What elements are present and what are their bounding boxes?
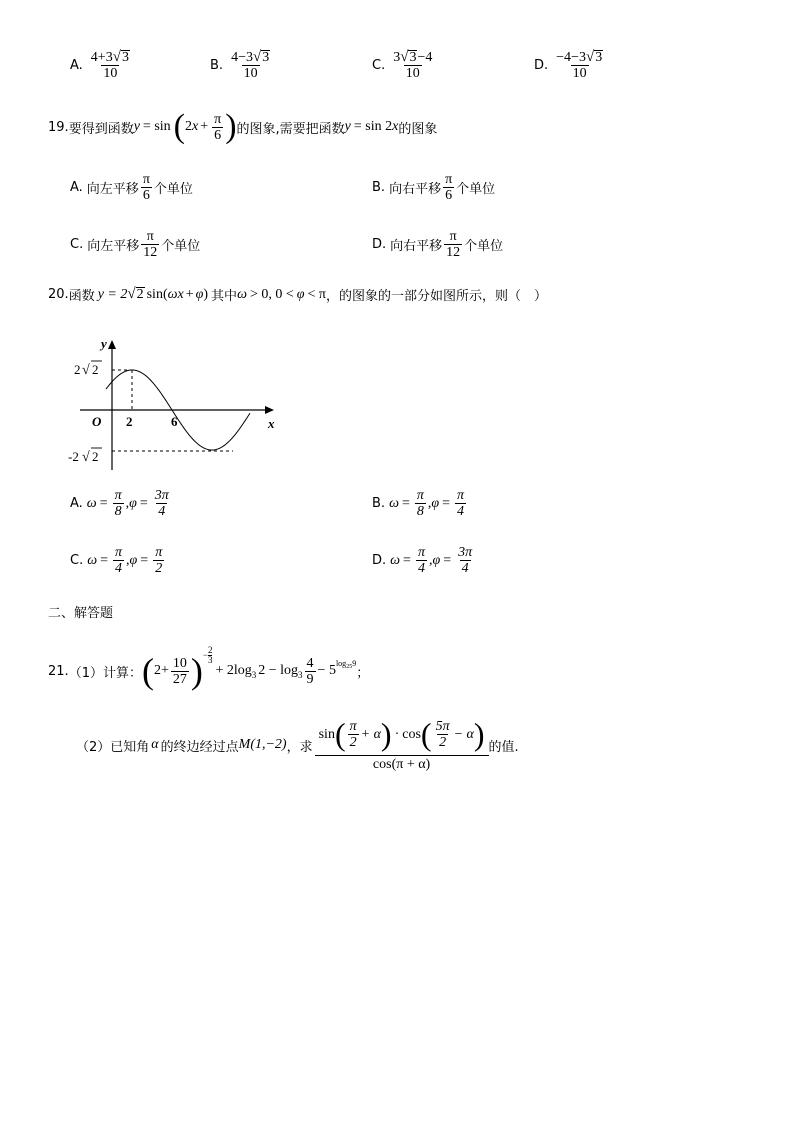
q18-option-c bbox=[372, 50, 436, 81]
stem-text: 的图象,需要把函数 bbox=[236, 121, 345, 137]
fraction: $\frac{4}{9}$ bbox=[306, 655, 314, 687]
q18-option-b bbox=[210, 50, 274, 81]
phi: φ bbox=[296, 286, 305, 302]
var-x: x bbox=[191, 119, 199, 134]
y-bot-coef: -2 bbox=[68, 449, 79, 464]
stem-text: 要得到函数 bbox=[68, 121, 134, 137]
var-x: x bbox=[177, 286, 184, 302]
option-text: 向右平移 bbox=[389, 182, 442, 197]
alpha: α bbox=[151, 737, 159, 752]
fraction: $\frac{\pi}{12}$ bbox=[143, 229, 158, 260]
log-base: 3 bbox=[298, 670, 303, 680]
point: M(1,−2) bbox=[238, 737, 287, 752]
q20-stem bbox=[48, 285, 547, 304]
fraction: −4−3 √ 3 10 bbox=[556, 49, 603, 81]
formula-part: y = 2 bbox=[97, 286, 128, 302]
origin-label: O bbox=[92, 414, 102, 429]
q18-option-d bbox=[534, 50, 607, 81]
stem-text: 的值. bbox=[488, 739, 519, 755]
fraction: $\frac{\pi}{12}$ bbox=[446, 229, 461, 260]
option-text: 向右平移 bbox=[390, 239, 443, 254]
option-label: B. bbox=[372, 180, 386, 195]
omega: ω bbox=[390, 552, 401, 568]
q18-option-a bbox=[70, 50, 134, 81]
phi: φ bbox=[129, 495, 137, 511]
part-label: （1）计算： bbox=[68, 665, 142, 681]
term: 2+ bbox=[153, 663, 169, 678]
sqrt: √ 2 bbox=[127, 286, 144, 302]
tick-label-2: 2 bbox=[126, 414, 133, 429]
stem-text: 其中 bbox=[211, 289, 238, 304]
q19-option-d bbox=[372, 229, 503, 260]
q21-part2 bbox=[76, 716, 519, 774]
exponent: − $\frac{2}{3}$ bbox=[202, 644, 213, 665]
option-label: C. bbox=[70, 553, 84, 568]
log-base: 3 bbox=[251, 670, 257, 680]
plus: + bbox=[200, 119, 209, 134]
fraction: $\frac{3\pi}{4}$ bbox=[154, 488, 169, 519]
fraction: $\frac{\pi}{2}$ bbox=[155, 545, 163, 576]
fraction: $\frac{\pi}{4}$ bbox=[457, 488, 465, 519]
condition: > 0, 0 < bbox=[249, 286, 294, 302]
fraction: $\frac{\pi}{8}$ bbox=[114, 488, 122, 519]
y-label: y bbox=[101, 336, 107, 351]
option-label: D. bbox=[534, 58, 549, 73]
option-label: B. bbox=[372, 496, 386, 511]
q21-part1: 21. （1）计算： ( 2+ $\frac{10}{27}$ ) − $\frac{2}{3}$ + 2log 3 2 − log 3 $\frac{4}{9}$ − 5 $\log_{25}9$ ； bbox=[48, 644, 370, 691]
section-heading: 二、解答题 bbox=[48, 606, 114, 621]
option-unit: 个单位 bbox=[161, 239, 201, 254]
option-label: A. bbox=[70, 180, 83, 195]
option-label: D. bbox=[372, 553, 387, 568]
option-label: A. bbox=[70, 58, 83, 73]
omega: ω bbox=[167, 286, 178, 302]
fraction: $\frac{\pi}{6}$ bbox=[445, 172, 453, 203]
term: 2 − log bbox=[258, 663, 299, 678]
sine-graph bbox=[60, 330, 290, 480]
option-text: 向左平移 bbox=[86, 182, 139, 197]
fn-sin2: = sin 2 bbox=[353, 119, 393, 134]
phi: φ bbox=[432, 552, 441, 568]
fn-sin: = sin bbox=[142, 119, 171, 134]
stem-text: ，求 bbox=[286, 739, 313, 755]
q20-option-a: A. ω = $\frac{\pi}{8}$ , φ = $\frac{3\pi}{4}$ bbox=[70, 488, 169, 519]
stem-text: 的终边经过点 bbox=[160, 739, 239, 755]
term: + 2log bbox=[215, 663, 252, 678]
question-number: 20. bbox=[48, 287, 69, 302]
q20-option-d: D. ω = $\frac{\pi}{4}$ , φ = $\frac{3\pi}{4}$ bbox=[372, 545, 473, 576]
option-label: C. bbox=[70, 237, 84, 252]
phi: φ bbox=[195, 286, 204, 302]
y-bot-rad: 2 bbox=[92, 449, 99, 464]
plus: + bbox=[185, 286, 194, 302]
x-axis-arrow bbox=[265, 406, 274, 414]
stem-text: ，的图象的一部分如图所示，则（ ） bbox=[325, 289, 547, 304]
formula-part: sin( bbox=[146, 286, 168, 302]
option-unit: 个单位 bbox=[456, 182, 496, 197]
condition: < π bbox=[307, 286, 326, 302]
omega: ω bbox=[86, 495, 97, 511]
q20-option-b: B. ω = $\frac{\pi}{8}$ , φ = $\frac{\pi}{4}$ bbox=[372, 488, 465, 519]
part-label: （2）已知角 bbox=[76, 739, 150, 755]
coef: 2 bbox=[184, 119, 192, 134]
stem-text: 函数 bbox=[68, 289, 95, 304]
term: − 5 bbox=[317, 663, 336, 678]
option-label: D. bbox=[372, 237, 387, 252]
paren: ) bbox=[203, 286, 209, 302]
fraction: $\frac{\pi}{8}$ bbox=[416, 488, 424, 519]
fraction: $\frac{\pi}{4}$ bbox=[115, 545, 123, 576]
q19-option-a bbox=[70, 172, 193, 203]
q19-option-c bbox=[70, 229, 200, 260]
option-unit: 个单位 bbox=[153, 182, 193, 197]
fraction: 4−3 √ 3 10 bbox=[231, 49, 270, 81]
phi: φ bbox=[431, 495, 440, 511]
var-y: y bbox=[133, 119, 140, 134]
option-label: A. bbox=[70, 496, 83, 511]
omega: ω bbox=[87, 552, 98, 568]
option-text: 向左平移 bbox=[87, 239, 140, 254]
fraction: $\frac{\pi}{6}$ bbox=[142, 172, 150, 203]
var-x: x bbox=[392, 119, 399, 134]
x-label: x bbox=[268, 416, 275, 431]
question-number: 19. bbox=[48, 119, 69, 135]
fraction: $\frac{\pi}{4}$ bbox=[417, 545, 425, 576]
q19-option-b bbox=[372, 172, 495, 203]
phi: φ bbox=[129, 552, 138, 568]
fraction: $\frac{10}{27}$ bbox=[172, 655, 187, 687]
y-top-rad: 2 bbox=[92, 362, 99, 377]
option-label: B. bbox=[210, 58, 224, 73]
question-number: 21. bbox=[48, 663, 69, 679]
option-label: C. bbox=[372, 58, 386, 73]
exponent: $\log_{25}9$ bbox=[335, 658, 357, 670]
option-unit: 个单位 bbox=[464, 239, 504, 254]
y-top-radical: √ bbox=[82, 363, 90, 378]
y-axis-arrow bbox=[108, 340, 116, 349]
q19-stem: 19. 要得到函数 y = sin ( 2 x + $\frac{\pi}{6}$ ) 的图象,需要把函数 y = sin 2 x 的图象 bbox=[48, 108, 438, 145]
fraction: $\frac{3\pi}{4}$ bbox=[458, 545, 473, 576]
stem-text: 的图象 bbox=[398, 121, 438, 137]
fraction: $\frac{\pi}{6}$ bbox=[214, 111, 222, 143]
fraction: 3 √ 3 −4 10 bbox=[393, 49, 433, 81]
big-fraction: sin ( $\frac{\pi}{2}$ + α ) · cos ( $\frac{5\pi}{2}$ − α ) cos(π + α) bbox=[317, 716, 487, 774]
q20-option-c: C. ω = $\frac{\pi}{4}$ , φ = $\frac{\pi}{2}$ bbox=[70, 545, 163, 576]
y-top-coef: 2 bbox=[74, 362, 81, 377]
tick-label-6: 6 bbox=[171, 414, 178, 429]
y-bot-radical: √ bbox=[82, 450, 90, 465]
punct: ； bbox=[356, 665, 370, 681]
omega: ω bbox=[237, 286, 247, 302]
omega: ω bbox=[389, 495, 399, 511]
fraction: 4+3 √ 3 10 bbox=[90, 49, 129, 81]
var-y: y bbox=[344, 119, 351, 134]
